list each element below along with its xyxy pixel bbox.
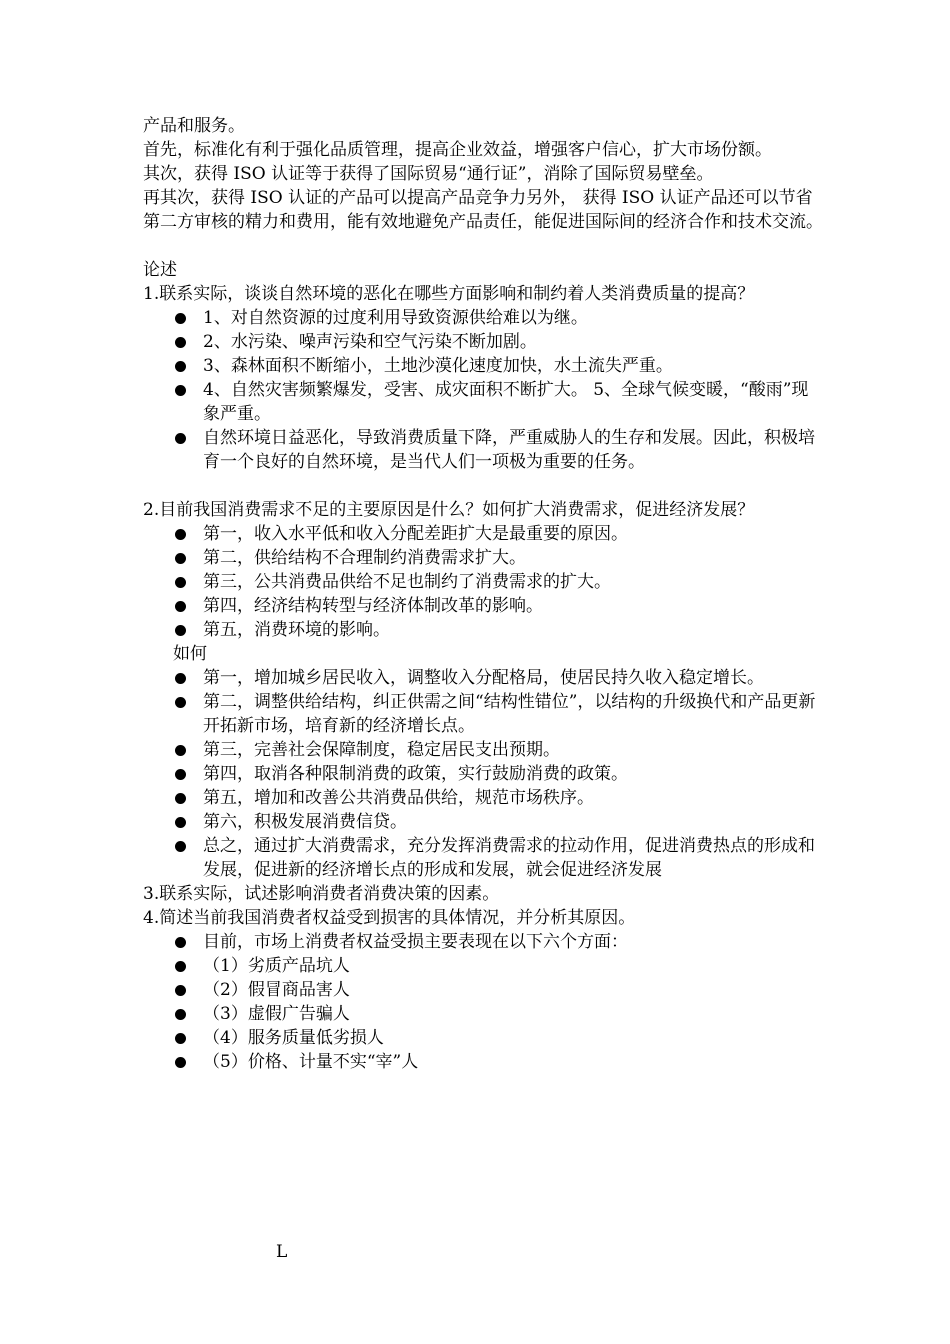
list-item: 第一，增加城乡居民收入，调整收入分配格局，使居民持久收入稳定增长。 bbox=[173, 666, 823, 690]
q2-reasons-list bbox=[143, 522, 823, 642]
bullet-icon bbox=[175, 961, 186, 972]
question-1: 1.联系实际，谈谈自然环境的恶化在哪些方面影响和制约着人类消费质量的提高？ bbox=[143, 284, 755, 304]
list-item: 第二，调整供给结构，纠正供需之间“结构性错位”，以结构的升级换代和产品更新开拓新市场，培育新的经济增长点。 bbox=[173, 690, 823, 738]
list-item: （5）价格、计量不实“宰”人 bbox=[173, 1050, 823, 1074]
page-footer-mark: L bbox=[276, 1242, 288, 1262]
bullet-icon bbox=[175, 817, 186, 828]
bullet-icon bbox=[175, 1033, 186, 1044]
question-2: 2.目前我国消费需求不足的主要原因是什么？如何扩大消费需求，促进经济发展？ bbox=[143, 500, 755, 520]
document-body bbox=[143, 114, 823, 1074]
list-item: 第三，公共消费品供给不足也制约了消费需求的扩大。 bbox=[173, 570, 823, 594]
list-item: （3）虚假广告骗人 bbox=[173, 1002, 823, 1026]
list-item: 3、森林面积不断缩小，土地沙漠化速度加快，水土流失严重。 bbox=[173, 354, 823, 378]
list-item: 第六，积极发展消费信贷。 bbox=[173, 810, 823, 834]
list-item: （4）服务质量低劣损人 bbox=[173, 1026, 823, 1050]
q2-measures-list bbox=[143, 666, 823, 882]
list-item: 4、自然灾害频繁爆发，受害、成灾面积不断扩大。 5、全球气候变暖，“酸雨”现象严重。 bbox=[173, 378, 823, 426]
q4-list bbox=[143, 930, 823, 1074]
how-label: 如何 bbox=[173, 644, 207, 664]
bullet-icon bbox=[175, 673, 186, 684]
list-item: 第三，完善社会保障制度，稳定居民支出预期。 bbox=[173, 738, 823, 762]
list-item: 1、对自然资源的过度利用导致资源供给难以为继。 bbox=[173, 306, 823, 330]
bullet-icon bbox=[175, 577, 186, 588]
intro-paragraph: 首先，标准化有利于强化品质管理，提高企业效益，增强客户信心，扩大市场份额。 bbox=[143, 140, 772, 160]
list-item: 第二，供给结构不合理制约消费需求扩大。 bbox=[173, 546, 823, 570]
list-item: 第四，取消各种限制消费的政策，实行鼓励消费的政策。 bbox=[173, 762, 823, 786]
list-item: 自然环境日益恶化，导致消费质量下降，严重威胁人的生存和发展。因此，积极培育一个良好的自然环境，是当代人们一项极为重要的任务。 bbox=[173, 426, 823, 474]
list-item: 第五，消费环境的影响。 bbox=[173, 618, 823, 642]
bullet-icon bbox=[175, 361, 186, 372]
question-3: 3.联系实际，试述影响消费者消费决策的因素。 bbox=[143, 884, 500, 904]
bullet-icon bbox=[175, 529, 186, 540]
bullet-icon bbox=[175, 1057, 186, 1068]
bullet-icon bbox=[175, 433, 186, 444]
list-item: （1）劣质产品坑人 bbox=[173, 954, 823, 978]
intro-paragraph: 其次，获得 ISO 认证等于获得了国际贸易“通行证”，消除了国际贸易壁垒。 bbox=[143, 164, 714, 184]
list-item: 第五，增加和改善公共消费品供给，规范市场秩序。 bbox=[173, 786, 823, 810]
intro-paragraph: 再其次，获得 ISO 认证的产品可以提高产品竞争力另外， 获得 ISO 认证产品还可以节省第二方审核的精力和费用，能有效地避免产品责任，能促进国际间的经济合作和技术交流。 bbox=[143, 188, 823, 232]
bullet-icon bbox=[175, 769, 186, 780]
bullet-icon bbox=[175, 745, 186, 756]
bullet-icon bbox=[175, 553, 186, 564]
list-item: 第一，收入水平低和收入分配差距扩大是最重要的原因。 bbox=[173, 522, 823, 546]
section-title: 论述 bbox=[143, 260, 177, 280]
bullet-icon bbox=[175, 793, 186, 804]
bullet-icon bbox=[175, 841, 186, 852]
bullet-icon bbox=[175, 337, 186, 348]
q1-list bbox=[143, 306, 823, 474]
intro-paragraph: 产品和服务。 bbox=[143, 116, 245, 136]
bullet-icon bbox=[175, 697, 186, 708]
bullet-icon bbox=[175, 313, 186, 324]
list-item: 2、水污染、噪声污染和空气污染不断加剧。 bbox=[173, 330, 823, 354]
bullet-icon bbox=[175, 985, 186, 996]
bullet-icon bbox=[175, 937, 186, 948]
list-item: 目前，市场上消费者权益受损主要表现在以下六个方面： bbox=[173, 930, 823, 954]
list-item: （2）假冒商品害人 bbox=[173, 978, 823, 1002]
bullet-icon bbox=[175, 625, 186, 636]
question-4: 4.简述当前我国消费者权益受到损害的具体情况，并分析其原因。 bbox=[143, 908, 636, 928]
bullet-icon bbox=[175, 385, 186, 396]
bullet-icon bbox=[175, 1009, 186, 1020]
list-item: 总之，通过扩大消费需求，充分发挥消费需求的拉动作用，促进消费热点的形成和发展，促进新的经济增长点的形成和发展，就会促进经济发展 bbox=[173, 834, 823, 882]
list-item: 第四，经济结构转型与经济体制改革的影响。 bbox=[173, 594, 823, 618]
bullet-icon bbox=[175, 601, 186, 612]
